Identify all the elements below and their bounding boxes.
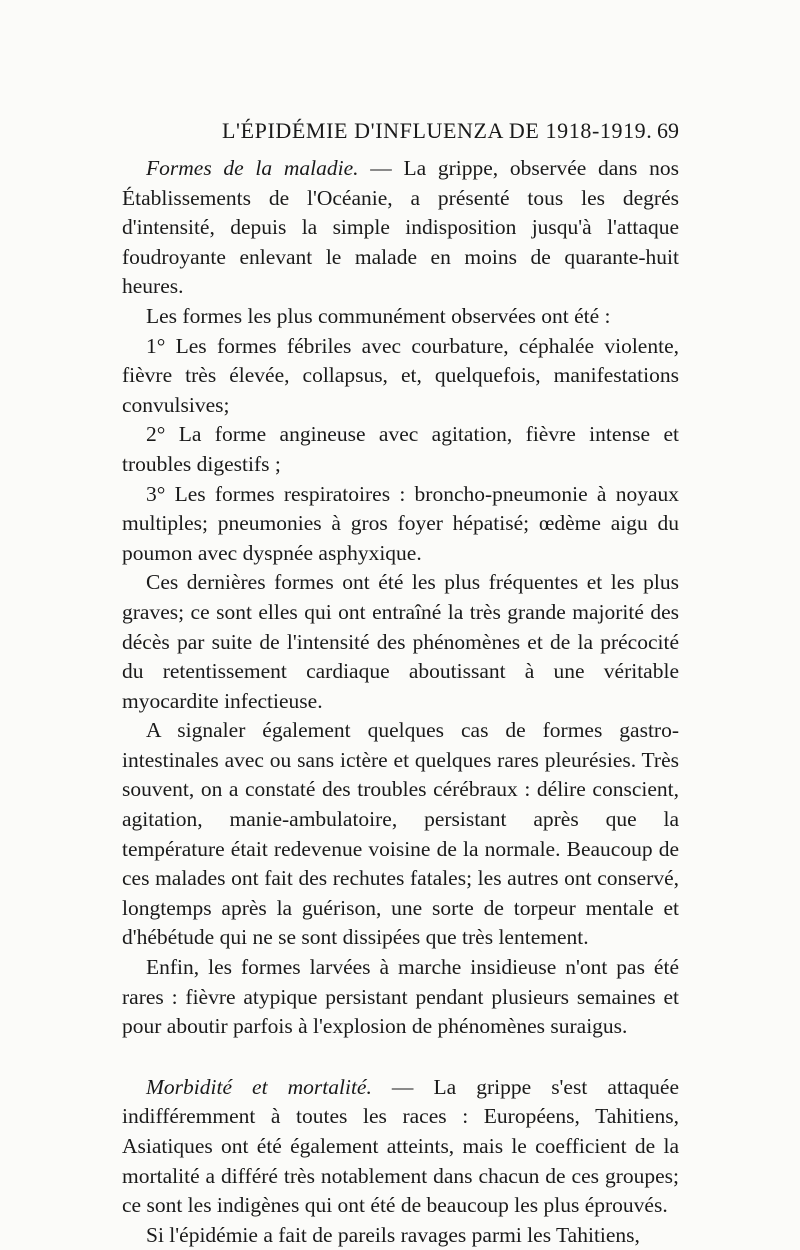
section-heading-formes: Formes de la maladie. bbox=[146, 156, 359, 180]
list-item-3 bbox=[122, 480, 679, 569]
paragraph-text: Si l'épidémie a fait de pareils ravages parmi les Tahitiens, bbox=[146, 1222, 640, 1247]
paragraph bbox=[122, 953, 679, 1042]
paragraph-text: Les formes les plus communément observées ont été : bbox=[146, 303, 611, 328]
text-block bbox=[122, 118, 679, 1250]
paragraph-text: Ces dernières formes ont été les plus fréquentes et les plus graves; ce sont elles qui ont entraîné la très grande majorité des décès par suite de l'intensité des phénomènes et de la précocité du retentissement cardiaque aboutissant à une véritable myocardite infectieuse. bbox=[122, 570, 679, 713]
paragraph-text: 1° Les formes fébriles avec courbature, céphalée violente, fièvre très élevée, collapsus, et, quelquefois, manifestations convulsives; bbox=[122, 333, 679, 417]
running-title: L'ÉPIDÉMIE D'INFLUENZA DE 1918-1919. bbox=[222, 118, 653, 143]
paragraph-text: Enfin, les formes larvées à marche insidieuse n'ont pas été rares : fièvre atypique persistant pendant plusieurs semaines et pour aboutir parfois à l'explosion de phénomènes suraigus. bbox=[122, 955, 679, 1039]
running-header bbox=[122, 118, 679, 144]
paragraph bbox=[122, 568, 679, 716]
section-heading-morbidite: Morbidité et mortalité. bbox=[146, 1074, 372, 1099]
page-number: 69 bbox=[657, 118, 679, 143]
paragraph-text: A signaler également quelques cas de formes gastro-intestinales avec ou sans ictère et quelques rares pleurésies. Très souvent, on a constaté des troubles cérébraux : délire conscient, agitation, manie-ambulatoire, persistant après que la température était redevenue voisine de la normale. Beaucoup de ces malades ont fait des rechutes fatales; les autres ont conservé, longtemps après la guérison, une sorte de torpeur mentale et d'hébétude qui ne se sont dissipées que très lentement. bbox=[122, 718, 679, 950]
list-item-2 bbox=[122, 420, 679, 479]
paragraph-morbidite bbox=[122, 1073, 679, 1221]
paragraph-formes bbox=[122, 154, 679, 302]
list-item-1 bbox=[122, 332, 679, 421]
paragraph bbox=[122, 716, 679, 953]
paragraph-text: 2° La forme angineuse avec agitation, fièvre intense et troubles digestifs ; bbox=[122, 422, 679, 476]
paragraph-text: 3° Les formes respiratoires : broncho-pneumonie à noyaux multiples; pneumonies à gros foyer hépatisé; œdème aigu du poumon avec dyspnée asphyxique. bbox=[122, 481, 679, 565]
paragraph-text: — La grippe s'est attaquée indifféremment à toutes les races : Européens, Tahitiens, Asiatiques ont été également atteints, mais le coefficient de la mortalité a différé très notablement dans chacun de ces groupes; ce sont les indigènes qui ont été de beaucoup les plus éprouvés. bbox=[122, 1074, 679, 1218]
paragraph bbox=[122, 302, 679, 332]
paragraph bbox=[122, 1221, 679, 1250]
paragraph-text: — La grippe, observée dans nos Établissements de l'Océanie, a présenté tous les degrés d'intensité, depuis la simple indisposition jusqu'à l'attaque foudroyante enlevant le malade en moins de quarante-huit heures. bbox=[122, 156, 679, 299]
